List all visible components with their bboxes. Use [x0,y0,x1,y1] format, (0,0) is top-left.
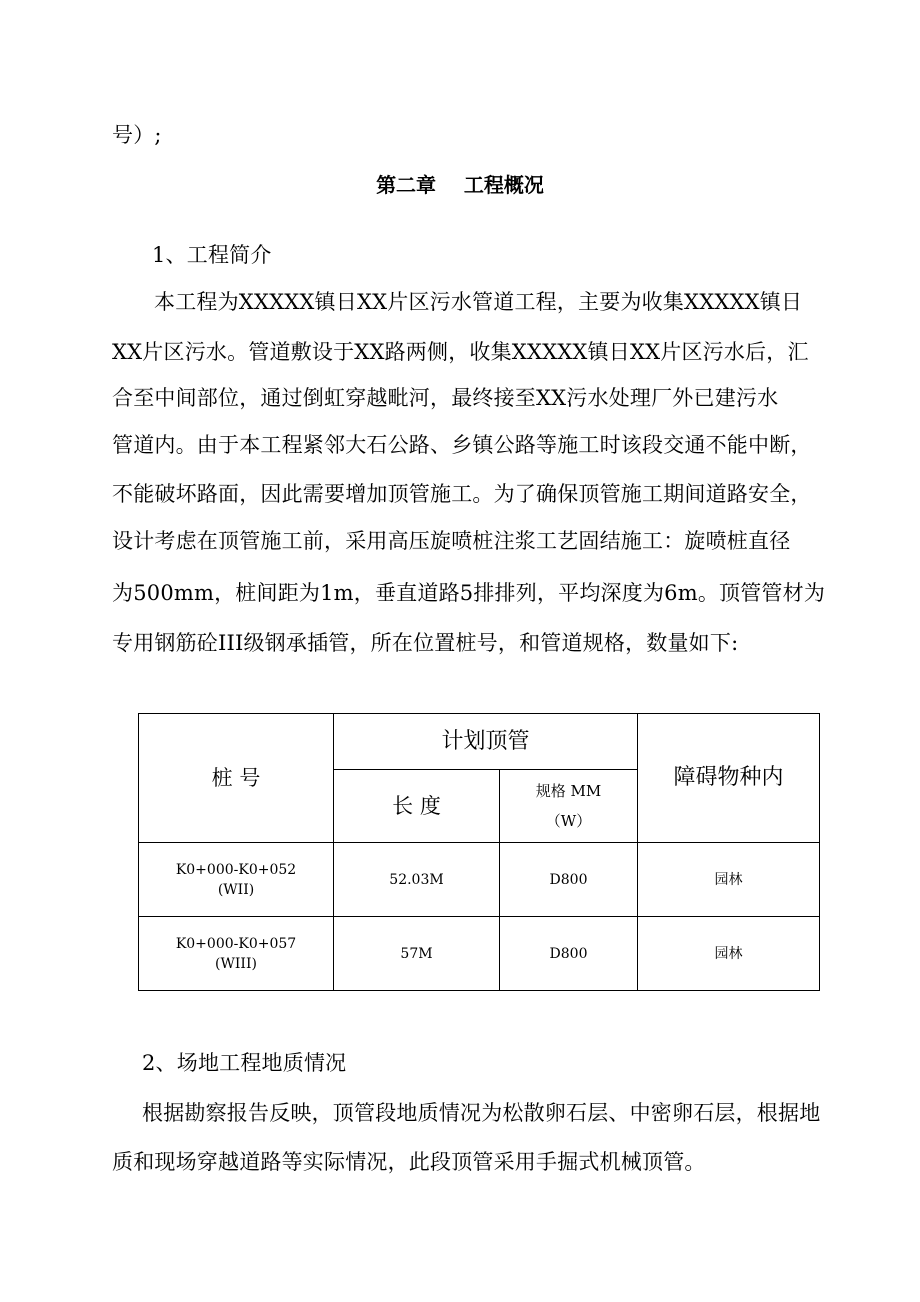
paragraph-line: 专用钢筋砼III级钢承插管，所在位置桩号，和管道规格，数量如下: [112,631,739,655]
paragraph-line: 为500mm，桩间距为1m，垂直道路5排排列，平均深度为6m。顶管管材为 [112,581,826,605]
header-spec-line1: 规格 MM [535,782,602,800]
paragraph-line: 质和现场穿越道路等实际情况，此段顶管采用手掘式机械顶管。 [112,1150,706,1174]
station-well: (WIII) [215,955,257,972]
station-cell [139,843,334,917]
header-planned-jacking: 计划顶管 [334,714,638,770]
header-station: 桩 号 [139,714,334,843]
paragraph-line: 不能破坏路面，因此需要增加顶管施工。为了确保顶管施工期间道路安全， [112,482,812,506]
paragraph-line: 管道内。由于本工程紧邻大石公路、乡镇公路等施工时该段交通不能中断， [112,433,812,457]
obstacle-cell: 园林 [638,843,820,917]
header-spec-line2: （W） [545,812,592,830]
obstacle-cell: 园林 [638,917,820,991]
pipe-jacking-table [138,713,819,990]
header-spec [500,770,638,843]
station-range: K0+000-K0+057 [175,935,297,952]
length-cell: 52.03M [334,843,500,917]
table-row [139,917,820,991]
paragraph-line: 合至中间部位，通过倒虹穿越毗河，最终接至XX污水处理厂外已建污水 [112,386,779,410]
header-obstacle: 障碍物种内 [638,714,820,843]
station-well: (WII) [217,881,255,898]
table-row [139,843,820,917]
section-heading-2: 2、场地工程地质情况 [142,1051,347,1075]
chapter-title: 第二章 工程概况 [376,173,544,197]
spec-cell: D800 [500,917,638,991]
text-line-continuation: 号）; [112,123,162,147]
paragraph-line: XX片区污水。管道敷设于XX路两侧，收集XXXXX镇日XX片区污水后，汇 [112,340,809,364]
station-range: K0+000-K0+052 [175,861,297,878]
paragraph-line: 设计考虑在顶管施工前，采用高压旋喷桩注浆工艺固结施工：旋喷桩直径 [112,529,791,553]
paragraph-line: 本工程为XXXXX镇日XX片区污水管道工程，主要为收集XXXXX镇日 [154,290,803,314]
section-heading-1: 1、工程简介 [152,243,272,267]
paragraph-line: 根据勘察报告反映，顶管段地质情况为松散卵石层、中密卵石层，根据地 [142,1101,821,1125]
length-cell: 57M [334,917,500,991]
station-cell [139,917,334,991]
spec-cell: D800 [500,843,638,917]
header-length: 长 度 [334,770,500,843]
